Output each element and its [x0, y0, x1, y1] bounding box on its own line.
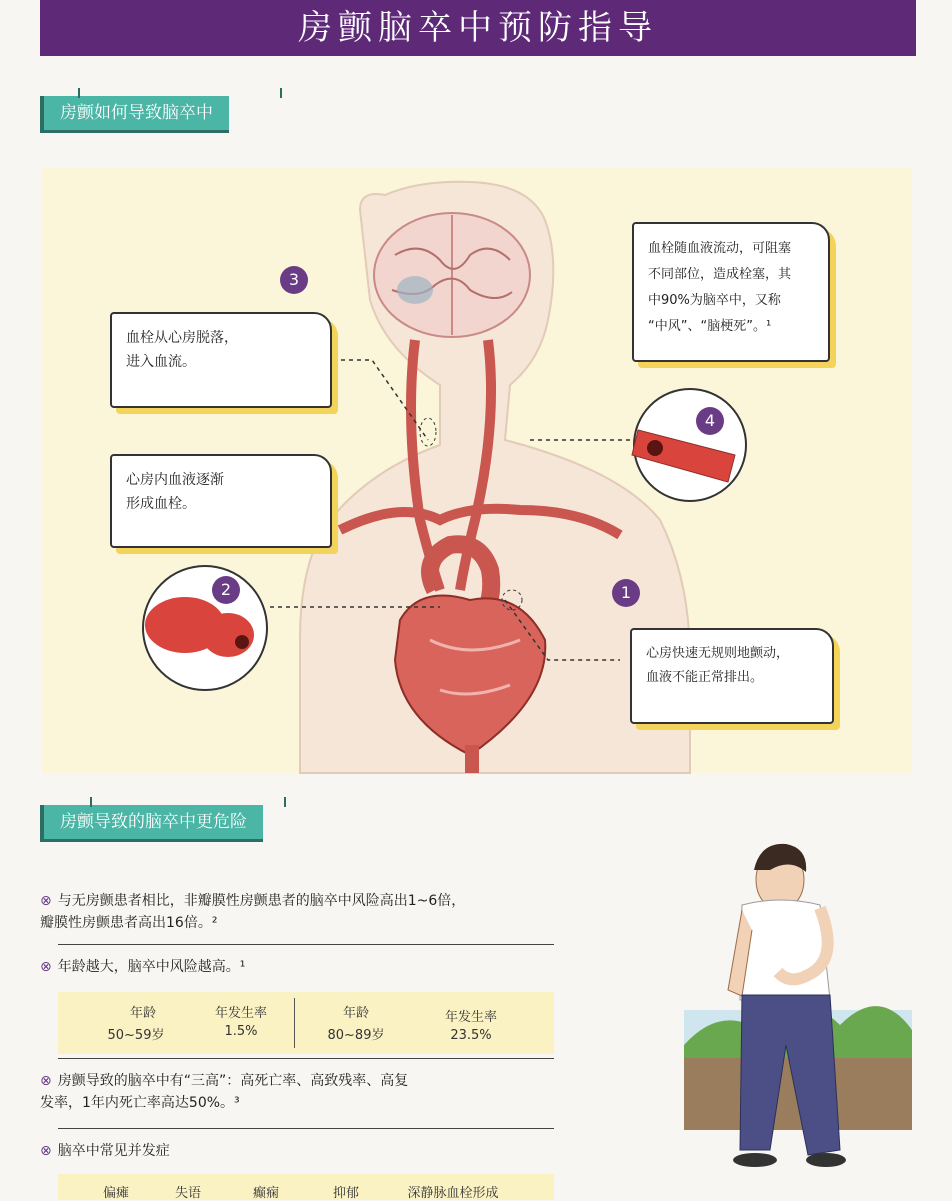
divider: [58, 944, 554, 945]
table-cell: 23.5%: [450, 1028, 492, 1043]
embolism-zoom-4: [632, 389, 746, 501]
clot-zoom-2: [143, 566, 267, 690]
bullet-three-highs: [40, 1070, 540, 1114]
complication-item: 失语: [174, 1186, 201, 1201]
callout-embolism: 血栓随血液流动，可阻塞 不同部位，造成栓塞，其 中90%为脑卒中，又称 “中风”、“脑梗死”。¹: [632, 222, 830, 362]
bullet-mark-icon: ⊗: [40, 1143, 52, 1159]
complication-item: 偏瘫: [102, 1186, 129, 1201]
bullet-mark-icon: ⊗: [40, 959, 52, 975]
divider: [58, 1058, 554, 1059]
step-badge-4: 4: [696, 407, 724, 435]
callout-clot-detaches: 血栓从心房脱落， 进入血流。: [110, 312, 332, 408]
age-incidence-table: [58, 992, 554, 1054]
complication-item: 深静脉血栓形成: [407, 1186, 499, 1201]
bullet-age-risk: [40, 956, 245, 978]
table-header: 年龄: [342, 1006, 369, 1021]
table-cell: 1.5%: [224, 1024, 258, 1039]
bullet-text: 房颤导致的脑卒中有“三高”：高死亡率、高致残率、高复 发率，1年内死亡率高达50%。³: [40, 1073, 409, 1111]
page-title: 房颤脑卒中预防指导: [40, 0, 916, 56]
tab-pin: [90, 797, 92, 807]
complication-item: 癫痫: [252, 1186, 279, 1201]
table-header: 年发生率: [214, 1006, 267, 1021]
bullet-complications: [40, 1140, 170, 1162]
bullet-mark-icon: ⊗: [40, 893, 52, 909]
section-heading-danger: [40, 805, 263, 842]
table-header: 年龄: [129, 1006, 156, 1021]
callout-atrial-fib: 心房快速无规则地颤动， 血液不能正常排出。: [630, 628, 834, 724]
bullet-mark-icon: ⊗: [40, 1073, 52, 1089]
table-cell: 80~89岁: [327, 1028, 385, 1043]
table-cell: 50~59岁: [107, 1028, 165, 1043]
complications-strip: [58, 1174, 554, 1200]
section-heading-text: 房颤如何导致脑卒中: [60, 103, 213, 123]
callout-clot-forms: 心房内血液逐渐 形成血栓。: [110, 454, 332, 548]
tab-pin: [284, 797, 286, 807]
step-badge-2: 2: [212, 576, 240, 604]
complication-item: 抑郁: [332, 1186, 359, 1201]
bullet-text: 脑卒中常见并发症: [57, 1143, 170, 1159]
section-heading-text: 房颤导致的脑卒中更危险: [60, 812, 247, 832]
table-header: 年发生率: [444, 1010, 497, 1025]
bullet-risk-comparison: [40, 890, 580, 934]
table-divider: [294, 998, 295, 1048]
bullet-text: 年龄越大，脑卒中风险越高。¹: [57, 959, 246, 975]
bullet-text: 与无房颤患者相比，非瓣膜性房颤患者的脑卒中风险高出1~6倍， 瓣膜性房颤患者高出16倍。²: [40, 893, 466, 931]
divider: [58, 1128, 554, 1129]
step-badge-3: 3: [280, 266, 308, 294]
step-badge-1: 1: [612, 579, 640, 607]
